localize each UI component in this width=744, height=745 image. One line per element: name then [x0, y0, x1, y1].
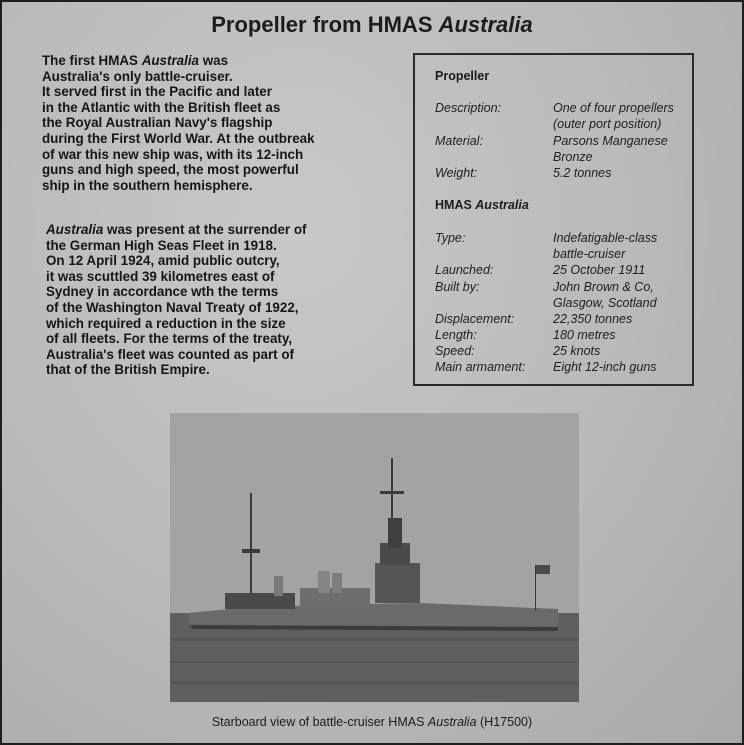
text-line: Australia was present at the surrender of: [46, 222, 307, 237]
text-line: of war this new ship was, with its 12-inch: [42, 146, 304, 162]
plaque-title: [2, 12, 742, 38]
type-value: Indefatigable-class battle-cruiser: [553, 231, 658, 261]
text-line: in the Atlantic with the British fleet as: [42, 99, 281, 115]
fact-box: [413, 53, 694, 386]
built-by-label: Built by:: [435, 280, 480, 294]
description-label: Description:: [435, 101, 501, 115]
text-line: guns and high speed, the most powerful: [42, 162, 299, 178]
material-label: Material:: [435, 134, 483, 148]
type-label: Type:: [435, 231, 466, 245]
text-line: of all fleets. For the terms of the treaty,: [46, 331, 293, 347]
title-prefix: Propeller from HMAS: [211, 12, 439, 37]
speed-value: 25 knots: [553, 344, 601, 358]
text-line: which required a reduction in the size: [46, 315, 286, 331]
battlecruiser-photo: [170, 413, 579, 702]
text-line: Australia's fleet was counted as part of: [46, 346, 295, 362]
text-line: it was scuttled 39 kilometres east of: [46, 268, 275, 284]
armament-label: Main armament:: [435, 360, 526, 374]
speed-label: Speed:: [435, 344, 475, 358]
text-line: It served first in the Pacific and later: [42, 84, 272, 100]
text-line: The first HMAS Australia was: [42, 53, 229, 68]
displacement-label: Displacement:: [435, 312, 515, 326]
text-line: that of the British Empire.: [46, 362, 210, 378]
length-label: Length:: [435, 328, 477, 342]
length-value: 180 metres: [553, 328, 616, 342]
text-line: ship in the southern hemisphere.: [42, 177, 253, 193]
battlecruiser-illustration: [170, 413, 579, 702]
history-paragraph-1: [42, 53, 362, 193]
ship-heading: HMAS Australia: [435, 198, 529, 212]
text-line: Australia's only battle-cruiser.: [42, 68, 233, 84]
text-line: the Royal Australian Navy's flagship: [42, 115, 273, 131]
weight-value: 5.2 tonnes: [553, 166, 612, 180]
weight-label: Weight:: [435, 166, 478, 180]
text-line: Sydney in accordance wth the terms: [46, 284, 279, 300]
title-ship-name: Australia: [438, 12, 533, 37]
museum-plaque: [2, 2, 742, 743]
photo-caption: Starboard view of battle-cruiser HMAS Australia (H17500): [211, 715, 533, 729]
armament-value: Eight 12-inch guns: [553, 360, 657, 374]
history-paragraph-2: [46, 222, 366, 378]
text-line: of the Washington Naval Treaty of 1922,: [46, 299, 299, 315]
launched-value: 25 October 1911: [553, 263, 646, 277]
text-line: the German High Seas Fleet in 1918.: [46, 237, 277, 253]
launched-label: Launched:: [435, 263, 494, 277]
text-line: during the First World War. At the outbreak: [42, 130, 315, 146]
material-value: Parsons Manganese Bronze: [553, 134, 668, 164]
built-by-value: John Brown & Co, Glasgow, Scotland: [553, 280, 657, 310]
propeller-heading: Propeller: [435, 69, 490, 83]
description-value: One of four propellers (outer port position): [553, 101, 674, 131]
displacement-value: 22,350 tonnes: [553, 312, 633, 326]
text-line: On 12 April 1924, amid public outcry,: [46, 253, 280, 269]
